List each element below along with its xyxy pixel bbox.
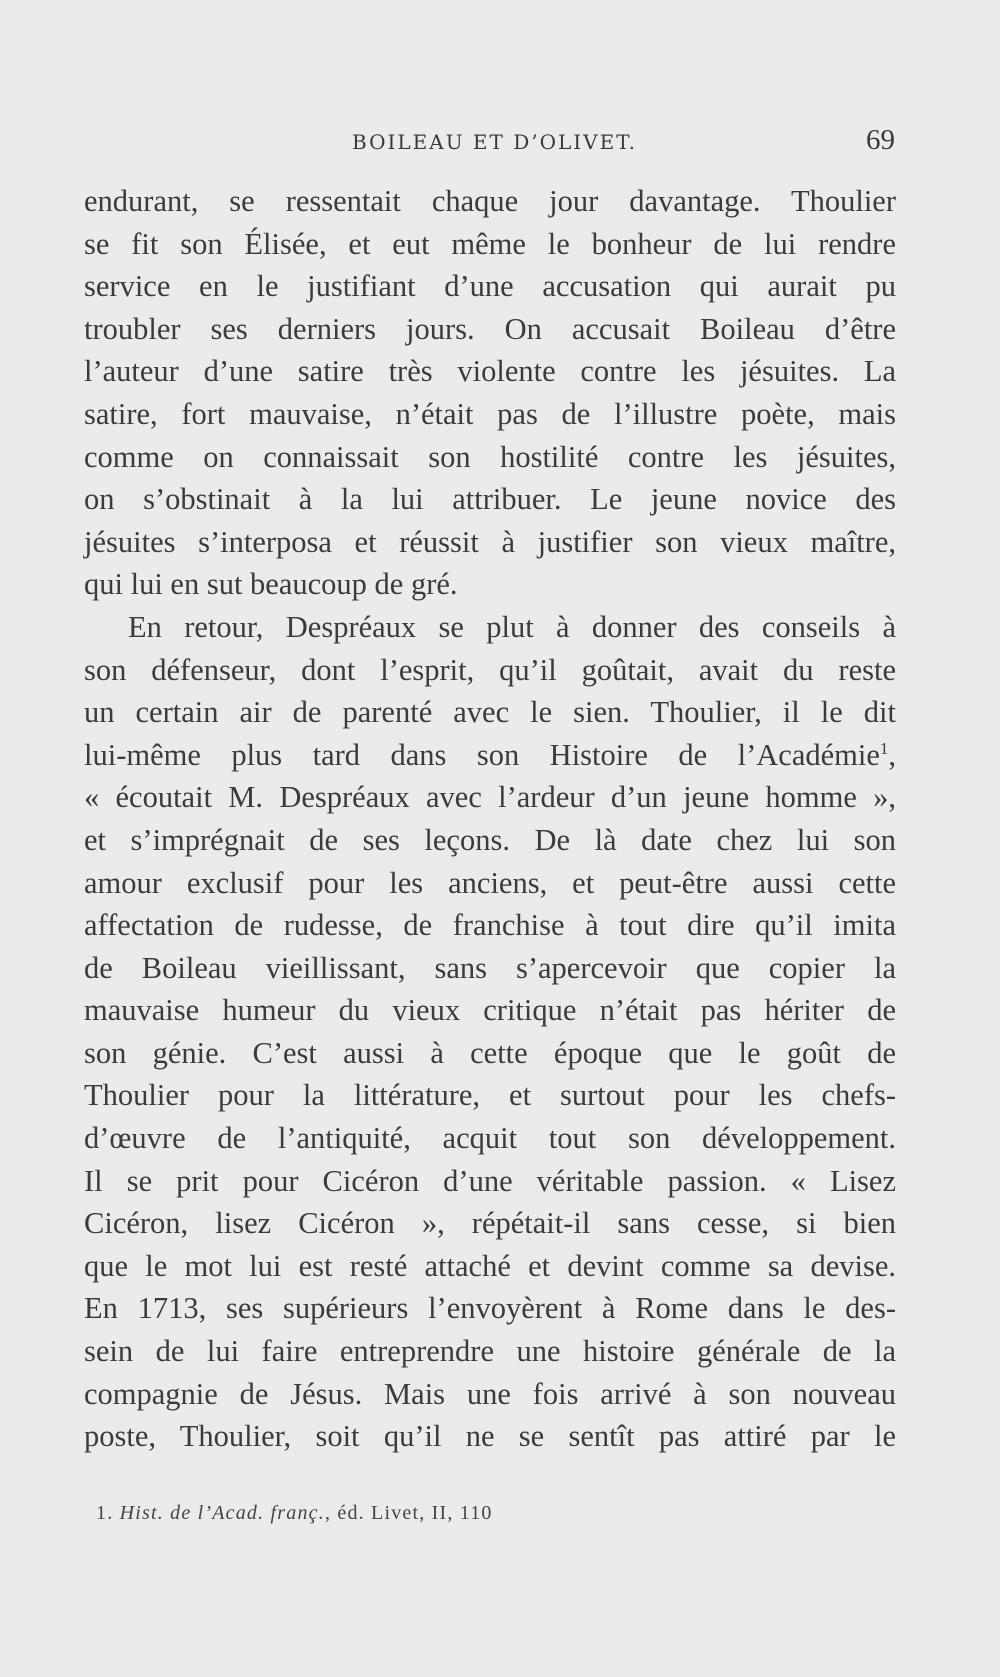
- text-line: son génie. C’est aussi à cette époque que le goût de: [84, 1035, 896, 1070]
- text-line: de Boileau vieillissant, sans s’apercevoir que copier la: [84, 950, 896, 985]
- text-line: son défenseur, dont l’esprit, qu’il goûtait, avait du reste: [84, 652, 896, 687]
- text-line: mauvaise humeur du vieux critique n’était pas hériter de: [84, 993, 896, 1028]
- footnote-number: 1.: [96, 1502, 114, 1524]
- text-line: troubler ses derniers jours. On accusait Boileau d’être: [84, 311, 896, 346]
- text-line: que le mot lui est resté attaché et devint comme sa devise.: [84, 1248, 896, 1283]
- text-line: d’œuvre de l’antiquité, acquit tout son développement.: [84, 1121, 896, 1156]
- text-line: « écoutait M. Despréaux avec l’ardeur d’un jeune homme »,: [84, 780, 896, 815]
- text-line: on s’obstinait à la lui attribuer. Le jeune novice des: [84, 482, 896, 517]
- footnote-reference: , éd. Livet, II, 110: [324, 1502, 493, 1524]
- text-line: Il se prit pour Cicéron d’une véritable passion. « Lisez: [84, 1163, 896, 1198]
- text-line: endurant, se ressentait chaque jour davantage. Thoulier: [84, 184, 896, 218]
- text-line: compagnie de Jésus. Mais une fois arrivé à son nouveau: [84, 1376, 896, 1411]
- line-text: lui-même plus tard dans son Histoire de l’Académie: [84, 737, 880, 772]
- page-header: [0, 124, 1000, 164]
- page-number: 69: [866, 124, 895, 156]
- text-line: service en le justifiant d’une accusation qui aurait pu: [84, 269, 896, 304]
- running-title: BOILEAU ET D’OLIVET.: [352, 130, 637, 154]
- text-line: sein de lui faire entreprendre une histoire générale de la: [84, 1334, 896, 1369]
- text-line: se fit son Élisée, et eut même le bonheur de lui rendre: [84, 226, 896, 261]
- text-line: poste, Thoulier, soit qu’il ne se sentît pas attiré par le: [84, 1419, 896, 1454]
- text-line: un certain air de parenté avec le sien. Thoulier, il le dit: [84, 695, 896, 730]
- footnote-marker: 1: [879, 738, 889, 758]
- text-line: satire, fort mauvaise, n’était pas de l’illustre poète, mais: [84, 396, 896, 431]
- line-punctuation: ,: [888, 737, 896, 772]
- footnote: [96, 1502, 493, 1525]
- text-line: affectation de rudesse, de franchise à tout dire qu’il imita: [84, 908, 896, 943]
- text-line: En 1713, ses supérieurs l’envoyèrent à Rome dans le des-: [84, 1291, 896, 1326]
- text-line: et s’imprégnait de ses leçons. De là date chez lui son: [84, 822, 896, 857]
- text-line: Thoulier pour la littérature, et surtout pour les chefs-: [84, 1078, 896, 1113]
- text-line: En retour, Despréaux se plut à donner des conseils à: [128, 609, 896, 644]
- text-line: l’auteur d’une satire très violente contre les jésuites. La: [84, 354, 896, 389]
- body-text: [84, 180, 896, 1458]
- text-line: comme on connaissait son hostilité contre les jésuites,: [84, 439, 896, 474]
- text-line: qui lui en sut beaucoup de gré.: [84, 567, 458, 602]
- footnote-title: Hist. de l’Acad. franç.: [119, 1502, 325, 1524]
- text-line-with-footnote: [84, 734, 896, 777]
- text-line: Cicéron, lisez Cicéron », répétait-il sans cesse, si bien: [84, 1206, 896, 1241]
- text-line: jésuites s’interposa et réussit à justifier son vieux maître,: [84, 524, 896, 559]
- text-line: amour exclusif pour les anciens, et peut-être aussi cette: [84, 865, 896, 900]
